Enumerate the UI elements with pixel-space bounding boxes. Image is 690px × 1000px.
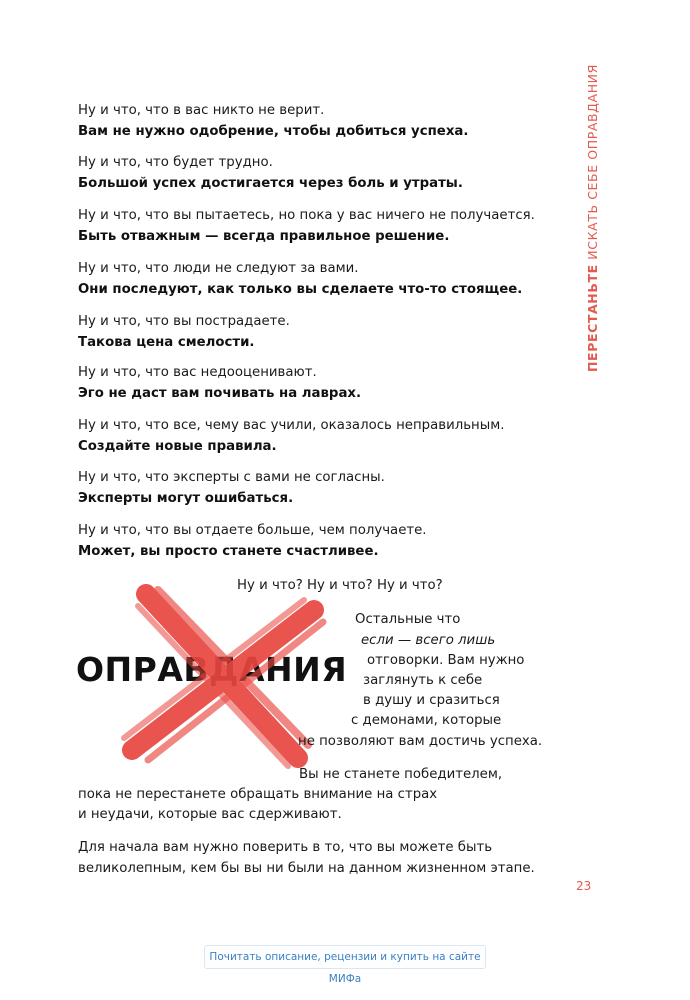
wrap-line: с демонами, которые <box>351 713 502 728</box>
pair-8 <box>78 467 385 509</box>
pair-1 <box>78 100 468 142</box>
promo-link[interactable]: Почитать описание, рецензии и купить на сайте МИФа <box>204 945 486 969</box>
wrap-line: Остальные что <box>355 612 461 627</box>
wrap-line: не позволяют вам достичь успеха. <box>298 734 543 749</box>
pair-7 <box>78 415 505 457</box>
wrap-line: заглянуть к себе <box>363 673 483 688</box>
side-title-bold: ПЕРЕСТАНЬТЕ <box>585 264 600 372</box>
pair-question: Ну и что, что эксперты с вами не согласны. <box>78 470 385 485</box>
excuses-logo-word: ОПРАВДАНИЯ <box>76 650 348 689</box>
paragraph2-line: великолепным, кем бы вы ни были на данном жизненном этапе. <box>78 861 535 876</box>
paragraph2-line: Для начала вам нужно поверить в то, что вы можете быть <box>78 840 493 855</box>
wrap-line: если — всего лишь <box>361 633 496 648</box>
pair-answer: Эго не даст вам почивать на лаврах. <box>78 386 362 401</box>
pair-answer: Эксперты могут ошибаться. <box>78 491 294 506</box>
wrap-line: отговорки. Вам нужно <box>367 653 525 668</box>
side-title-rest: ИСКАТЬ СЕБЕ ОПРАВДАНИЯ <box>585 64 600 265</box>
pair-answer: Создайте новые правила. <box>78 439 277 454</box>
pair-question: Ну и что, что будет трудно. <box>78 155 273 170</box>
pair-2 <box>78 152 463 194</box>
pair-4 <box>78 258 522 300</box>
paragraph1-line: Вы не станете победителем, <box>299 767 503 782</box>
pair-answer: Быть отважным — всегда правильное решение. <box>78 229 450 244</box>
pair-question: Ну и что, что вы пострадаете. <box>78 314 290 329</box>
pair-question: Ну и что, что вас недооценивают. <box>78 365 317 380</box>
pair-answer: Они последуют, как только вы сделаете что-то стоящее. <box>78 282 523 297</box>
page-number: 23 <box>576 879 592 893</box>
pair-6 <box>78 362 361 404</box>
refrain-line: Ну и что? Ну и что? Ну и что? <box>237 578 443 593</box>
paragraph1-line: и неудачи, которые вас сдерживают. <box>78 807 342 822</box>
pair-answer: Может, вы просто станете счастливее. <box>78 544 379 559</box>
pair-5 <box>78 311 290 353</box>
pair-answer: Большой успех достигается через боль и утраты. <box>78 176 463 191</box>
pair-question: Ну и что, что вы отдаете больше, чем получаете. <box>78 523 427 538</box>
pair-question: Ну и что, что все, чему вас учили, оказалось неправильным. <box>78 418 505 433</box>
pair-3 <box>78 205 535 247</box>
red-x-mark <box>118 580 328 770</box>
pair-answer: Такова цена смелости. <box>78 335 255 350</box>
paragraph1-line: пока не перестанете обращать внимание на страх <box>78 787 438 802</box>
pair-9 <box>78 520 427 562</box>
pair-question: Ну и что, что люди не следуют за вами. <box>78 261 359 276</box>
pair-answer: Вам не нужно одобрение, чтобы добиться успеха. <box>78 124 469 139</box>
pair-question: Ну и что, что вы пытаетесь, но пока у вас ничего не получается. <box>78 208 535 223</box>
wrap-line: в душу и сразиться <box>363 693 500 708</box>
pair-question: Ну и что, что в вас никто не верит. <box>78 103 325 118</box>
side-chapter-title <box>585 64 603 372</box>
